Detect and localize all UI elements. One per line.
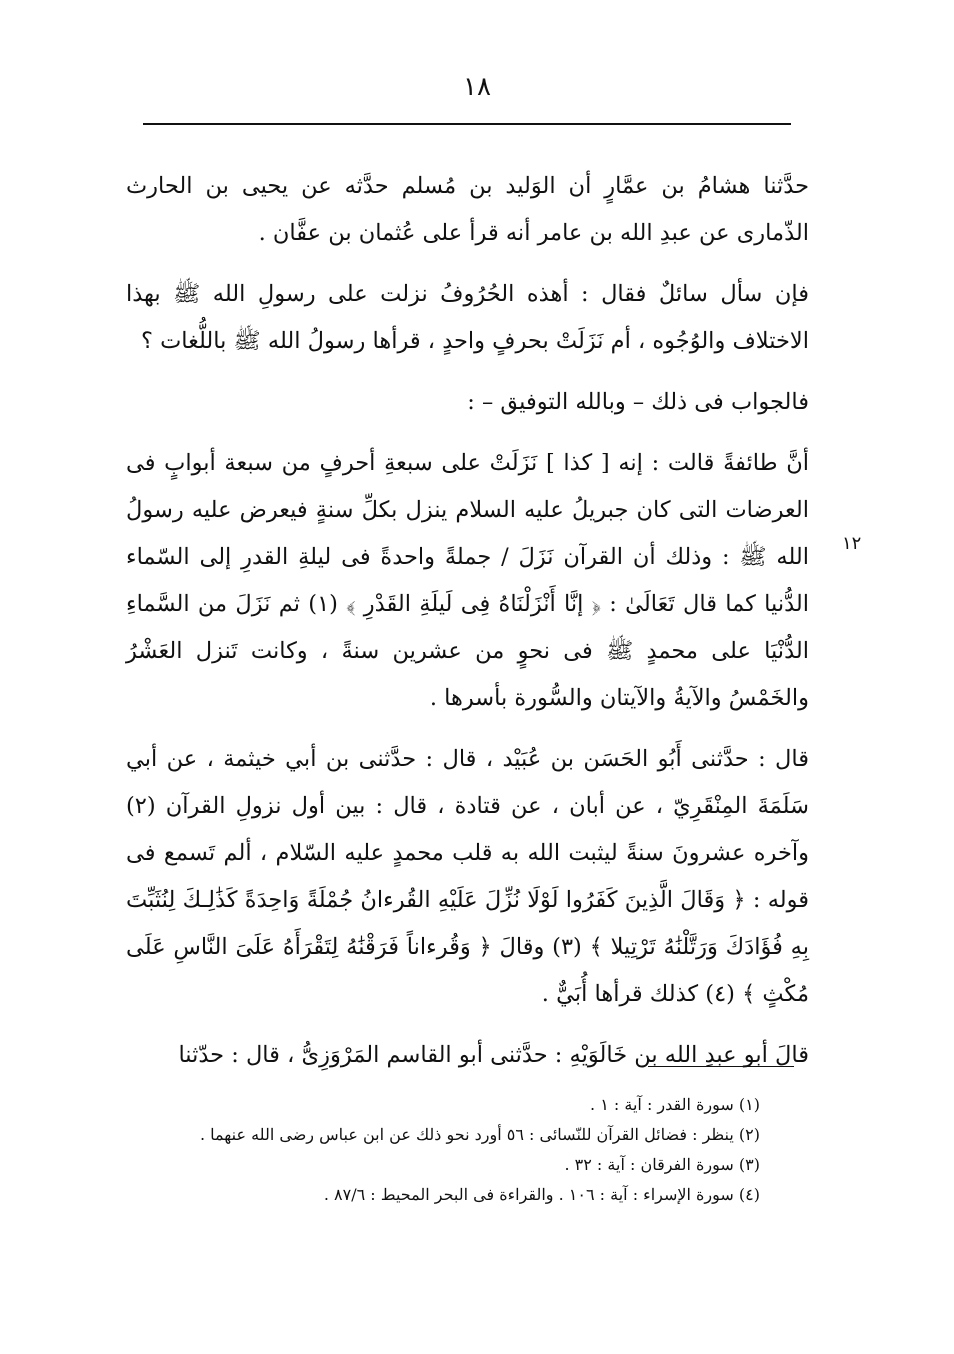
header-rule [143,123,791,125]
paragraph-5: قال : حدَّثنى أَبُو الحَسَن بن عُبَيْد ، قال : حدَّثنى بن أبي خيثمة ، عن أبي سَلَمَةَ المِنْقَرِيّ ، عن أبان ، عن قتادة ، قال : بين أول نزولِ القرآن (٢) وآخره عشرونَ سنةً ليثبت الله به قلب محمدٍ عليه السّلام ، ألم تَسمع فى قوله : ﴿ وَقَالَ الَّذِينَ كَفَرُوا لَوْلَا نُزِّلَ عَلَيْهِ القُرءانُ جُمْلَةً وَاحِدَةً كَذَٰلِـكَ لِنُثَبِّتَ بِهِ فُؤَادَكَ وَرَتَّلْنَٰهُ تَرْتِيلا ﴾ (٣) وقالَ ﴿ وَقُرءاناً فَرَقْنَٰهُ لِتَقْرَأَهُ عَلَىَ النَّاسِ عَلَى مُكْثٍ ﴾ (٤) كذلك قرأها أُبَيٌّ . [126,746,809,1007]
paragraph-3: فالجواب فى ذلك – وبالله التوفيق – : [467,389,809,415]
paragraph-6: قالَ أبو عبدِ الله بن خَالَوَيْهِ : حدَّثنى أبو القاسم المَرْوَزِىُّ ، قال : حدّثنا [178,1042,809,1068]
footnote-rule [648,1066,794,1067]
footnote-1: (١) سورة القدر : آية : ١ . [590,1095,760,1114]
footnotes [100,1090,760,1210]
line-number-marker: ١٢ [842,533,862,554]
footnote-4: (٤) سورة الإسراء : آية : ١٠٦ . والقراءة فى البحر المحيط : ٨٧/٦ . [323,1185,760,1204]
paragraph-4: أنَّ طائفةً قالت : إنه [ كذا ] نَزَلَتْ على سبعةِ أحرفٍ من سبعة أبوابٍ فى العرضات التى كان جبريلُ عليه السلام ينزل بكلِّ سنةٍ فيعرض عليه رسولُ الله ﷺ : وذلك أن القرآن نَزَلَ / جملةً واحدةً فى ليلةِ القدرِ إلى السّماء الدُّنيا كما قال تَعَالَىٰ : ﴿ إنَّا أَنْزَلْنَاهُ فِى لَيلَةِ القَدْرِ ﴾ (١) ثم نَزَلَ من السَّماءِ الدُّنْيَا على محمدٍ ﷺ فى نحوٍ من عشرين سنةً ، وكانت تَنزل العَشْرُ والخَمْسُ والآيةُ والآيتان والسُّورة بأسرها . [126,450,810,711]
footnote-2: (٢) ينظر : فضائل القرآن للنّسائى : ٥٦ أورد نحو ذلك عن ابن عباس رضى الله عنهما . [199,1125,760,1144]
footnote-3: (٣) سورة الفرقان : آية : ٣٢ . [564,1155,760,1174]
paragraph-1: حدَّثنا هشامُ بن عمَّارٍ أن الوَليد بن مُسلم حدَّثه عن يحيى بن الحارث الذّمارى عن عبدِ الله بن عامر أنه قرأ على عُثمان بن عفَّان . [126,173,809,246]
paragraph-2: فإن سأل سائلٌ فقال : أهذه الحُرُوفُ نزلت على رسولِ الله ﷺ بهذا الاختلاف والوُجُوه ، أم نَزَلَتْ بحرفٍ واحدٍ ، قرأها رسولُ الله ﷺ باللُّغات ؟ [126,281,809,354]
page-number: ١٨ [463,72,491,102]
body-text [126,163,809,1093]
